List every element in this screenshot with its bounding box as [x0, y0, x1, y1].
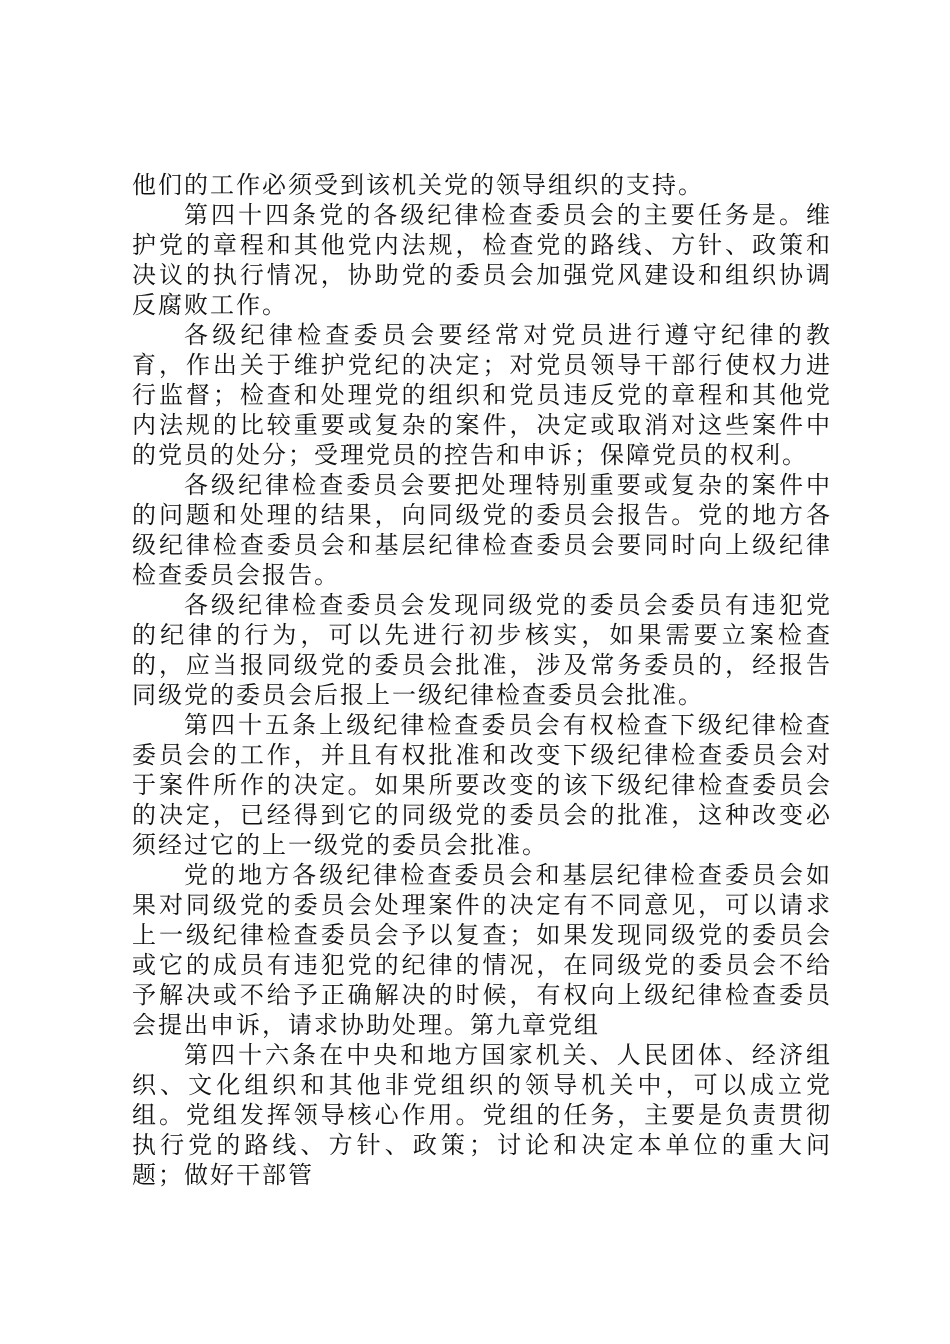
document-page — [132, 170, 832, 1190]
paragraph-7: 党的地方各级纪律检查委员会和基层纪律检查委员会如果对同级党的委员会处理案件的决定有不同意见，可以请求上一级纪律检查委员会予以复查；如果发现同级党的委员会或它的成员有违犯党的纪律的情况，在同级党的委员会不给予解决或不给予正确解决的时候，有权向上级纪律检查委员会提出申诉，请求协助处理。第九章党组 — [132, 861, 832, 1039]
paragraph-1: 他们的工作必须受到该机关党的领导组织的支持。 — [132, 171, 704, 199]
paragraph-6: 第四十五条上级纪律检查委员会有权检查下级纪律检查委员会的工作，并且有权批准和改变下级纪律检查委员会对于案件所作的决定。如果所要改变的该下级纪律检查委员会的决定，已经得到它的同级党的委员会的批准，这种改变必须经过它的上一级党的委员会批准。 — [132, 711, 832, 859]
paragraph-4: 各级纪律检查委员会要把处理特别重要或复杂的案件中的问题和处理的结果，向同级党的委员会报告。党的地方各级纪律检查委员会和基层纪律检查委员会要同时向上级纪律检查委员会报告。 — [132, 471, 832, 589]
paragraph-8: 第四十六条在中央和地方国家机关、人民团体、经济组织、文化组织和其他非党组织的领导机关中，可以成立党组。党组发挥领导核心作用。党组的任务，主要是负责贯彻执行党的路线、方针、政策；讨论和决定本单位的重大问题；做好干部管 — [132, 1041, 832, 1189]
paragraph-5: 各级纪律检查委员会发现同级党的委员会委员有违犯党的纪律的行为，可以先进行初步核实，如果需要立案检查的，应当报同级党的委员会批准，涉及常务委员的，经报告同级党的委员会后报上一级纪律检查委员会批准。 — [132, 591, 832, 709]
paragraph-3: 各级纪律检查委员会要经常对党员进行遵守纪律的教育，作出关于维护党纪的决定；对党员领导干部行使权力进行监督；检查和处理党的组织和党员违反党的章程和其他党内法规的比较重要或复杂的案件，决定或取消对这些案件中的党员的处分；受理党员的控告和申诉；保障党员的权利。 — [132, 321, 832, 469]
paragraph-2: 第四十四条党的各级纪律检查委员会的主要任务是。维护党的章程和其他党内法规，检查党的路线、方针、政策和决议的执行情况，协助党的委员会加强党风建设和组织协调反腐败工作。 — [132, 201, 832, 319]
